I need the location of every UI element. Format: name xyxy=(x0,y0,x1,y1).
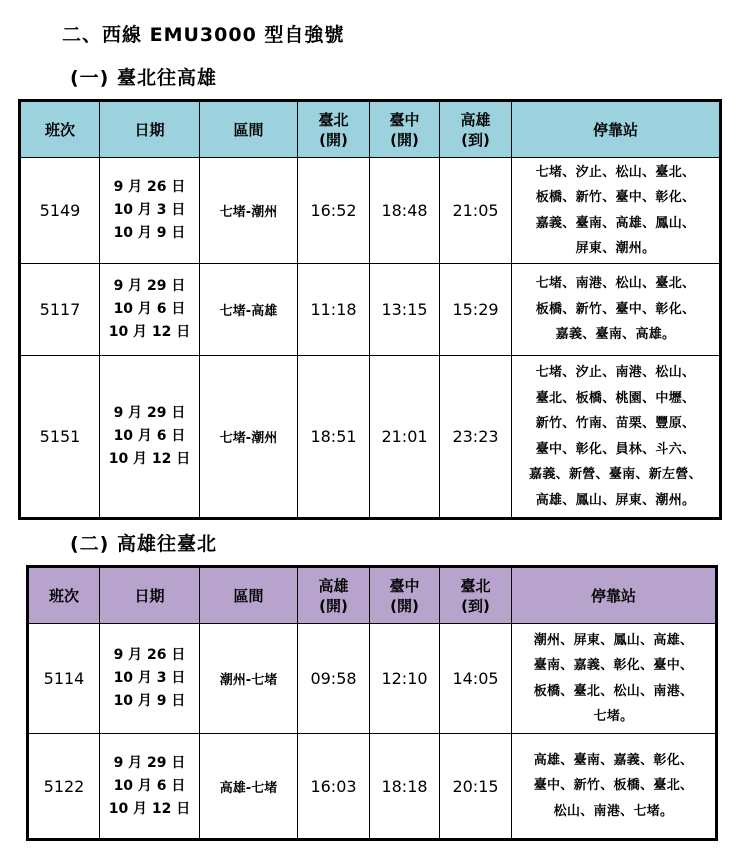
col-header-route: 區間 xyxy=(200,101,298,158)
departure-time: 16:03 xyxy=(298,734,370,840)
section-heading-southbound-to-north: (二) 高雄往臺北 xyxy=(70,533,217,555)
stop-list xyxy=(512,624,717,734)
col-header-departure-note: (開) xyxy=(319,596,348,615)
timetable-kaohsiung-to-taipei xyxy=(26,565,718,841)
train-number: 5149 xyxy=(20,158,100,264)
route-section: 七堵-高雄 xyxy=(200,264,298,356)
col-header-intermediate-note: (開) xyxy=(390,596,419,615)
timetable-taipei-to-kaohsiung xyxy=(18,99,722,520)
service-date: 10 月 9 日 xyxy=(113,225,186,241)
stop-list-line: 高雄、臺南、嘉義、彰化、 xyxy=(533,752,694,768)
col-header-departure xyxy=(298,101,370,158)
intermediate-time: 21:01 xyxy=(370,356,440,519)
service-date: 9 月 26 日 xyxy=(113,647,186,663)
col-header-stops: 停靠站 xyxy=(512,567,717,624)
service-date: 9 月 29 日 xyxy=(113,405,186,421)
table-row xyxy=(20,356,721,519)
departure-time: 16:52 xyxy=(298,158,370,264)
arrival-time: 20:15 xyxy=(440,734,512,840)
service-dates xyxy=(100,624,200,734)
stop-list-line: 臺南、嘉義、彰化、臺中、 xyxy=(533,658,694,673)
col-header-intermediate xyxy=(370,567,440,624)
col-header-date: 日期 xyxy=(100,101,200,158)
col-header-intermediate xyxy=(370,101,440,158)
arrival-time: 14:05 xyxy=(440,624,512,734)
stop-list-line: 七堵、南港、松山、臺北、 xyxy=(535,276,696,292)
train-number: 5151 xyxy=(20,356,100,519)
col-header-departure-note: (開) xyxy=(319,130,348,149)
stop-list xyxy=(512,264,721,356)
col-header-arrival xyxy=(440,101,512,158)
stop-list-line: 嘉義、臺南、高雄、鳳山、 xyxy=(535,215,696,231)
train-number: 5114 xyxy=(28,624,100,734)
arrival-time: 15:29 xyxy=(440,264,512,356)
departure-time: 18:51 xyxy=(298,356,370,519)
stop-list-line: 潮州、屏東、鳳山、高雄、 xyxy=(533,632,694,648)
service-dates xyxy=(100,158,200,264)
stop-list xyxy=(512,158,721,264)
stop-list-line: 板橋、新竹、臺中、彰化、 xyxy=(535,301,696,317)
stop-list-line: 七堵。 xyxy=(593,709,634,724)
stop-list-line: 嘉義、新營、臺南、新左營、 xyxy=(529,467,702,482)
stop-list-line: 七堵、汐止、松山、臺北、 xyxy=(535,164,696,180)
col-header-train: 班次 xyxy=(20,101,100,158)
stop-list xyxy=(512,356,721,519)
stop-list-line: 新竹、竹南、苗栗、豐原、 xyxy=(535,416,696,431)
service-date: 10 月 6 日 xyxy=(113,777,186,794)
col-header-date: 日期 xyxy=(100,567,200,624)
service-dates xyxy=(100,734,200,840)
train-number: 5122 xyxy=(28,734,100,840)
table-row xyxy=(28,624,717,734)
service-date: 10 月 6 日 xyxy=(113,428,186,444)
train-number: 5117 xyxy=(20,264,100,356)
service-date: 10 月 12 日 xyxy=(108,451,191,467)
col-header-intermediate-station: 臺中 xyxy=(389,576,420,595)
stop-list-line: 板橋、新竹、臺中、彰化、 xyxy=(535,190,696,205)
departure-time: 09:58 xyxy=(298,624,370,734)
stop-list-line: 板橋、臺北、松山、南港、 xyxy=(533,683,694,699)
arrival-time: 21:05 xyxy=(440,158,512,264)
service-date: 10 月 3 日 xyxy=(113,202,186,218)
service-date: 10 月 9 日 xyxy=(113,693,186,709)
col-header-arrival-note: (到) xyxy=(461,130,490,149)
table-row xyxy=(28,734,717,840)
col-header-arrival-note: (到) xyxy=(461,596,490,615)
col-header-departure-station: 臺北 xyxy=(318,110,349,129)
intermediate-time: 18:48 xyxy=(370,158,440,264)
service-date: 9 月 26 日 xyxy=(113,179,186,195)
service-date: 9 月 29 日 xyxy=(113,754,186,771)
col-header-intermediate-note: (開) xyxy=(390,130,419,149)
service-dates xyxy=(100,264,200,356)
route-section: 七堵-潮州 xyxy=(200,158,298,264)
departure-time: 11:18 xyxy=(298,264,370,356)
stop-list-line: 臺北、板橋、桃園、中壢、 xyxy=(535,390,696,406)
table-header-row xyxy=(28,567,717,624)
col-header-arrival xyxy=(440,567,512,624)
service-date: 9 月 29 日 xyxy=(113,278,186,294)
service-date: 10 月 12 日 xyxy=(108,800,191,817)
stop-list-line: 臺中、新竹、板橋、臺北、 xyxy=(533,778,694,794)
col-header-departure-station: 高雄 xyxy=(318,576,349,595)
col-header-intermediate-station: 臺中 xyxy=(389,110,420,129)
route-section: 潮州-七堵 xyxy=(200,624,298,734)
table-header-row xyxy=(20,101,721,158)
intermediate-time: 12:10 xyxy=(370,624,440,734)
stop-list xyxy=(512,734,717,840)
intermediate-time: 13:15 xyxy=(370,264,440,356)
stop-list-line: 七堵、汐止、南港、松山、 xyxy=(535,365,696,380)
intermediate-time: 18:18 xyxy=(370,734,440,840)
col-header-train: 班次 xyxy=(28,567,100,624)
service-dates xyxy=(100,356,200,519)
table-row xyxy=(20,158,721,264)
col-header-departure xyxy=(298,567,370,624)
service-date: 10 月 12 日 xyxy=(108,324,191,340)
stop-list-line: 嘉義、臺南、高雄。 xyxy=(555,327,676,343)
col-header-stops: 停靠站 xyxy=(512,101,721,158)
document-title: 二、西線 EMU3000 型自強號 xyxy=(62,24,345,46)
stop-list-line: 臺中、彰化、員林、斗六、 xyxy=(535,441,696,457)
route-section: 高雄-七堵 xyxy=(200,734,298,840)
service-date: 10 月 6 日 xyxy=(113,301,186,317)
section-heading-northbound-to-south: (一) 臺北往高雄 xyxy=(70,67,217,89)
stop-list-line: 松山、南港、七堵。 xyxy=(553,803,674,819)
col-header-route: 區間 xyxy=(200,567,298,624)
route-section: 七堵-潮州 xyxy=(200,356,298,519)
stop-list-line: 屏東、潮州。 xyxy=(575,241,656,256)
table-row xyxy=(20,264,721,356)
service-date: 10 月 3 日 xyxy=(113,670,186,686)
stop-list-line: 高雄、鳳山、屏東、潮州。 xyxy=(535,492,696,508)
col-header-arrival-station: 臺北 xyxy=(460,576,491,595)
arrival-time: 23:23 xyxy=(440,356,512,519)
col-header-arrival-station: 高雄 xyxy=(460,110,491,129)
